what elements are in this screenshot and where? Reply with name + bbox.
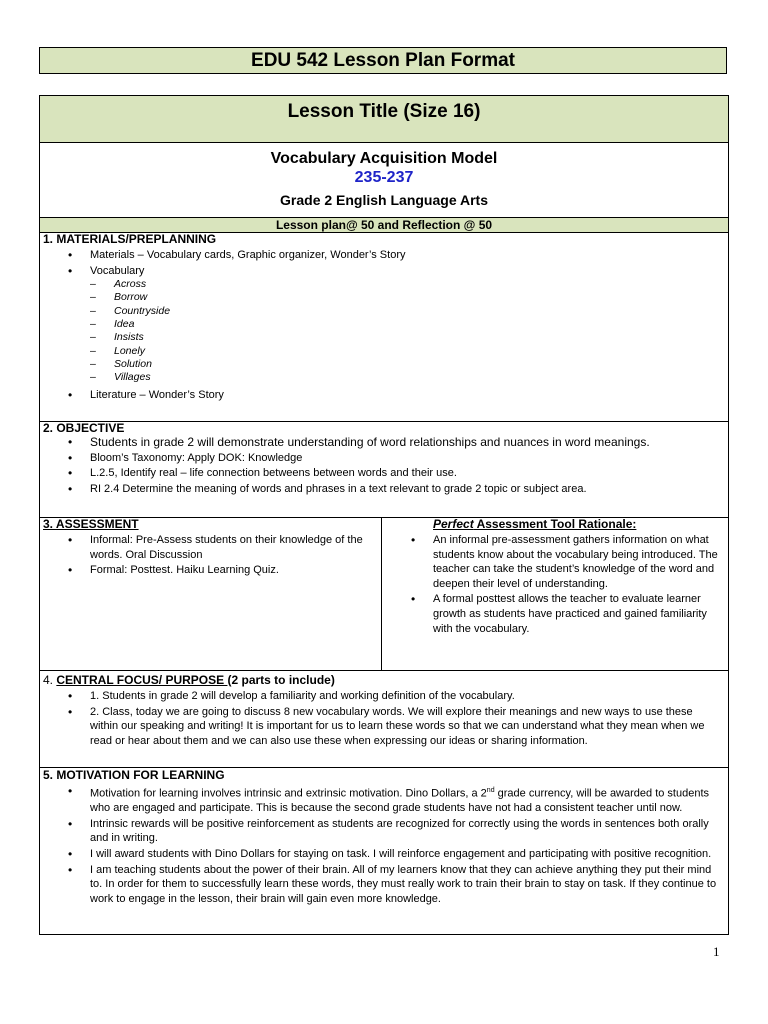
rationale-prefix: Perfect <box>433 517 474 531</box>
motivation-item-1a: Motivation for learning involves intrinsic and extrinsic motivation. Dino Dollars, a 2 <box>90 787 487 800</box>
ordinal-suffix: nd <box>486 787 495 794</box>
list-item: • RI 2.4 Determine the meaning of words and phrases in a text relevant to grade 2 topic or subject area. <box>90 482 728 497</box>
list-item: • Students in grade 2 will demonstrate understanding of word relationships and nuances in word meanings. <box>90 435 728 450</box>
list-item: • 1. Students in grade 2 will develop a familiarity and working definition of the vocabulary. <box>90 689 718 704</box>
lesson-title-cell <box>40 96 729 143</box>
list-item: • Materials – Vocabulary cards, Graphic organizer, Wonder’s Story <box>90 248 728 263</box>
rationale-section <box>382 518 729 671</box>
materials-list-2 <box>40 388 728 403</box>
plan-note: Lesson plan@ 50 and Reflection @ 50 <box>275 218 493 232</box>
central-focus-number: 4. <box>43 673 57 687</box>
motivation-section <box>40 768 729 935</box>
list-item: • Formal: Posttest. Haiku Learning Quiz. <box>90 563 373 578</box>
objective-list <box>40 435 728 496</box>
materials-list <box>40 248 728 278</box>
vocab-word: – Countryside <box>114 305 728 318</box>
assessment-list <box>40 533 381 578</box>
assessment-section <box>40 518 382 671</box>
central-focus-heading-line <box>40 673 728 687</box>
vocab-word: – Insists <box>114 331 728 344</box>
page-number: 1 <box>713 944 720 959</box>
vocabulary-label: Vocabulary <box>90 264 145 277</box>
vocab-word: – Across <box>114 278 728 291</box>
lesson-model-cell <box>40 143 729 218</box>
list-item <box>90 784 718 816</box>
list-item: • Informal: Pre-Assess students on their knowledge of the words. Oral Discussion <box>90 533 373 562</box>
central-focus-list <box>40 689 728 748</box>
vocab-word: – Idea <box>114 318 728 331</box>
list-item: • A formal posttest allows the teacher to evaluate learner growth as students have practiced and gained familiarity with the vocabulary. <box>433 592 720 636</box>
model-name: Vocabulary Acquisition Model <box>270 150 498 167</box>
list-item: • 2. Class, today we are going to discuss 8 new vocabulary words. We will explore their meanings and new ways to use these within our speaking and writing! It is important for us to learn these words so that we can understand what they mean when we read or hear about them and we can also use these when expressing our ideas or sharing information. <box>90 705 718 749</box>
list-item: • Intrinsic rewards will be positive reinforcement as students are recognized for correctly using the words in sentences both orally and in writing. <box>90 817 718 846</box>
motivation-item-1b: grade currency, will be awarded to students who are engaged and participate. This is because the second grade students have not had a consistent teacher until now. <box>90 787 710 815</box>
list-item: • Bloom’s Taxonomy: Apply DOK: Knowledge <box>90 451 728 466</box>
list-item <box>90 264 728 279</box>
grade-subject: Grade 2 English Language Arts <box>280 192 488 208</box>
list-item: • An informal pre-assessment gathers information on what students know about the vocabulary being introduced. The teacher can take the student’s knowledge of the word and deepen their level of understanding. <box>433 533 720 591</box>
document-title: EDU 542 Lesson Plan Format <box>251 50 515 71</box>
list-item: • Literature – Wonder’s Story <box>90 388 728 403</box>
lesson-title: Lesson Title (Size 16) <box>287 101 481 122</box>
vocabulary-words <box>40 278 728 384</box>
central-focus-section <box>40 671 729 768</box>
central-focus-heading: CENTRAL FOCUS/ PURPOSE <box>56 673 228 687</box>
materials-heading: 1. MATERIALS/PREPLANNING <box>43 232 217 246</box>
rationale-list <box>382 533 728 636</box>
motivation-list <box>40 784 728 906</box>
assessment-heading: 3. ASSESSMENT <box>43 517 139 531</box>
motivation-heading: 5. MOTIVATION FOR LEARNING <box>43 768 225 782</box>
rationale-heading-line <box>382 518 728 531</box>
list-item: • I am teaching students about the power of their brain. All of my learners know that they can achieve anything they put their mind to. In order for them to successfully learn these words, they must really work to train their brain to stay on task. If they continue to work to engage in the lesson, their brain will gain even more knowledge. <box>90 863 718 907</box>
list-item: • L.2.5, Identify real – life connection betweens between words and their use. <box>90 466 728 481</box>
vocab-word: – Lonely <box>114 345 728 358</box>
list-item: • I will award students with Dino Dollars for staying on task. I will reinforce engagement and participating with positive recognition. <box>90 847 718 862</box>
lesson-plan-table <box>39 95 729 935</box>
vocab-word: – Villages <box>114 371 728 384</box>
objective-heading: 2. OBJECTIVE <box>43 421 125 435</box>
central-focus-note: (2 parts to include) <box>227 673 335 687</box>
vocab-word: – Solution <box>114 358 728 371</box>
vocab-word: – Borrow <box>114 291 728 304</box>
model-pages: 235-237 <box>354 169 414 186</box>
document-header <box>39 47 727 74</box>
materials-section <box>40 233 729 422</box>
objective-section <box>40 422 729 518</box>
plan-note-row <box>40 218 729 233</box>
rationale-heading: Assessment Tool Rationale: <box>473 517 637 531</box>
